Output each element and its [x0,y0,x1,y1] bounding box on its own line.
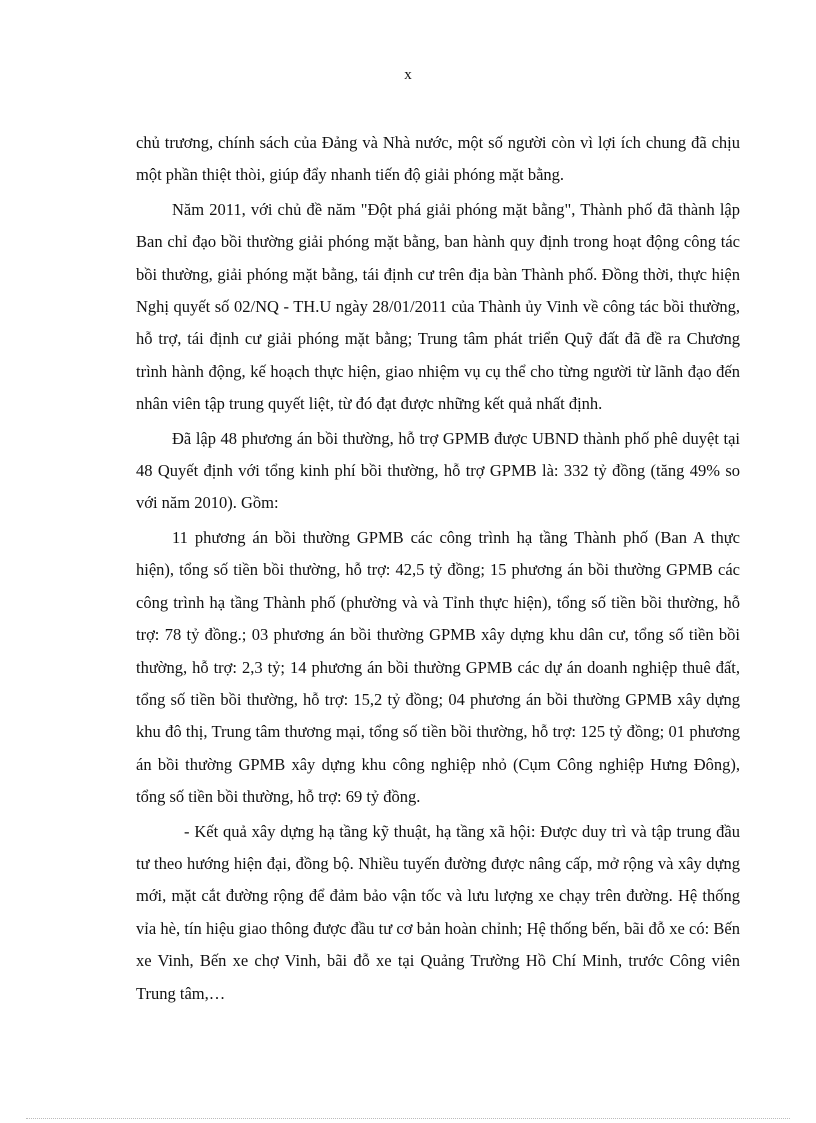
paragraph-infrastructure-results: - Kết quả xây dựng hạ tầng kỹ thuật, hạ tầng xã hội: Được duy trì và tập trung đầu tư theo hướng hiện đại, đồng bộ. Nhiều tuyến đường được nâng cấp, mở rộng và xây dựng mới, mặt cắt đường rộng để đảm bảo vận tốc và lưu lượng xe chạy trên đường. Hệ thống vỉa hè, tín hiệu giao thông được đầu tư cơ bản hoàn chỉnh; Hệ thống bến, bãi đỗ xe có: Bến xe Vinh, Bến xe chợ Vinh, bãi đỗ xe tại Quảng Trường Hồ Chí Minh, trước Công viên Trung tâm,… [136,821,740,1003]
paragraph-compensation-plans: Đã lập 48 phương án bồi thường, hỗ trợ GPMB được UBND thành phố phê duyệt tại 48 Quyết định với tổng kinh phí bồi thường, hỗ trợ GPMB là: 332 tỷ đồng (tăng 49% so với năm 2010). Gồm: [136,428,740,513]
body-text [136,127,740,1012]
paragraph-2011-summary: Năm 2011, với chủ đề năm "Đột phá giải phóng mặt bằng", Thành phố đã thành lập Ban chỉ đạo bồi thường giải phóng mặt bằng, ban hành quy định trong hoạt động công tác bồi thường, giải phóng mặt bằng, tái định cư trên địa bàn Thành phố. Đồng thời, thực hiện Nghị quyết số 02/NQ - TH.U ngày 28/01/2011 của Thành ủy Vinh về công tác bồi thường, hỗ trợ, tái định cư giải phóng mặt bằng; Trung tâm phát triển Quỹ đất đã đề ra Chương trình hành động, kế hoạch thực hiện, giao nhiệm vụ cụ thể cho từng người từ lãnh đạo đến nhân viên tập trung quyết liệt, từ đó đạt được những kết quả nhất định. [136,199,740,414]
paragraph-continuation: chủ trương, chính sách của Đảng và Nhà nước, một số người còn vì lợi ích chung đã chịu một phần thiệt thòi, giúp đẩy nhanh tiến độ giải phóng mặt bằng. [136,133,740,185]
page-bottom-divider [26,1118,790,1119]
paragraph-plan-breakdown: 11 phương án bồi thường GPMB các công trình hạ tầng Thành phố (Ban A thực hiện), tổng số tiền bồi thường, hỗ trợ: 42,5 tỷ đồng; 15 phương án bồi thường GPMB các công trình hạ tầng Thành phố (phường và và Tỉnh thực hiện), tổng số tiền bồi thường, hỗ trợ: 78 tỷ đồng.; 03 phương án bồi thường GPMB xây dựng khu dân cư, tổng số tiền bồi thường, hỗ trợ: 2,3 tỷ; 14 phương án bồi thường GPMB các dự án doanh nghiệp thuê đất, tổng số tiền bồi thường, hỗ trợ: 15,2 tỷ đồng; 04 phương án bồi thường GPMB xây dựng khu đô thị, Trung tâm thương mại, tổng số tiền bồi thường, hỗ trợ: 125 tỷ đồng; 01 phương án bồi thường GPMB xây dựng khu công nghiệp nhỏ (Cụm Công nghiệp Hưng Đông), tổng số tiền bồi thường, hỗ trợ: 69 tỷ đồng. [136,527,740,807]
page-number: x [404,67,412,83]
